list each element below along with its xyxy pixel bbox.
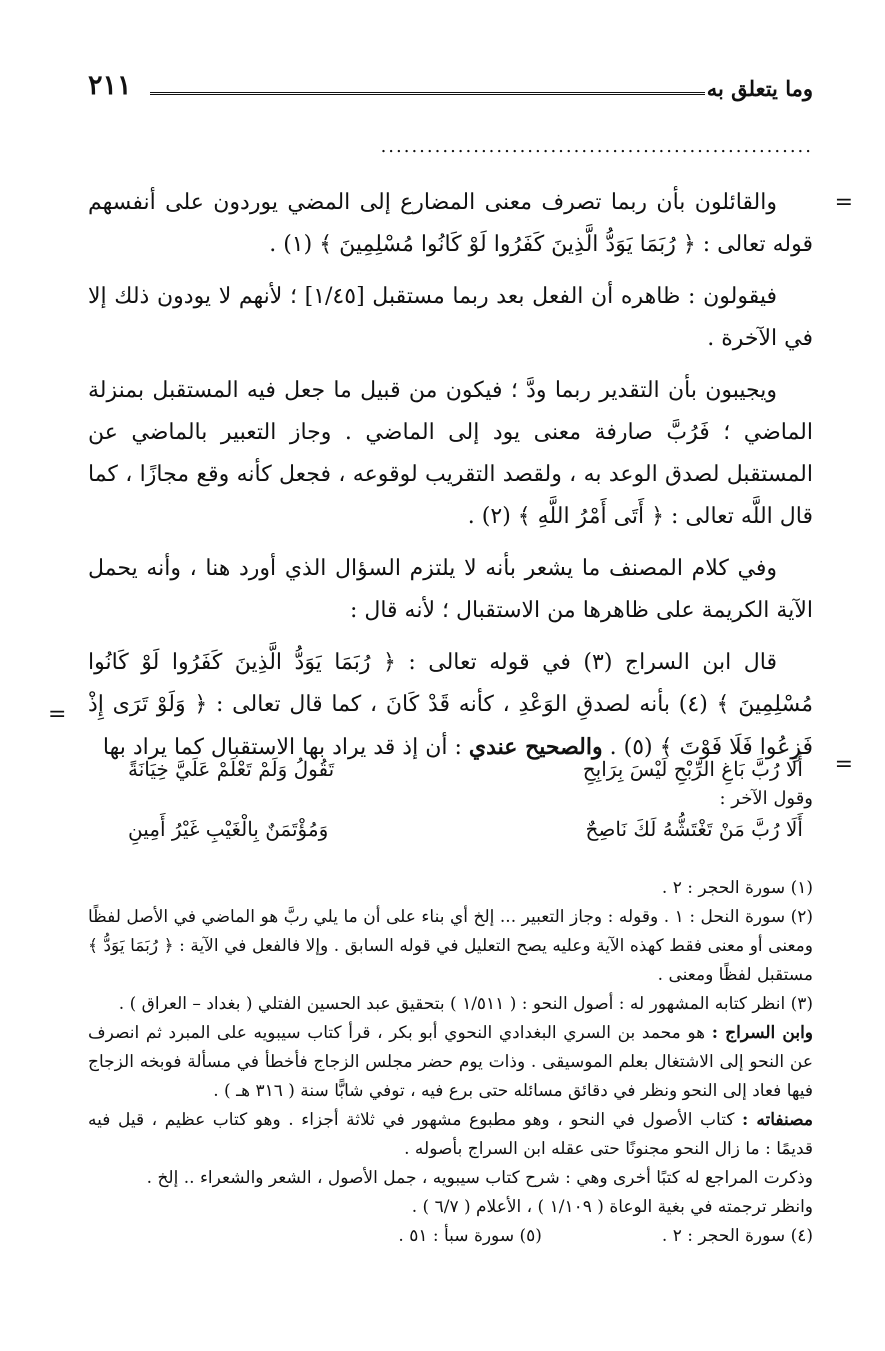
footnote-2: (٢) سورة النحل : ١ . وقوله : وجاز التعبير ... إلخ أي بناء على أن ما يلي ربَّ هو الماضي في الأصل لفظًا ومعنى أو معنى فقط كهذه الآية وعليه يصح التعليل في قوله السابق . وإلا فالفعل في الآية : ﴿ رُبَمَا يَوَدُّ ﴾ مستقبل لفظًا ومعنى . <box>88 907 814 985</box>
poetry-label: وقول الآخر : <box>719 788 813 809</box>
paragraph-3: ويجيبون بأن التقدير ربما ودَّ ؛ فيكون من قبيل ما جعل فيه المستقبل بمنزلة الماضي ؛ فَرُبَّ صارفة معنى يود إلى الماضي . وجاز التعبير بالماضي عن المستقبل لصدق الوعد به ، ولقصد التقريب لوقوعه ، فجعل كأنه وقع مجازًا ، كما قال اللَّه تعالى : ﴿ أَتَى أَمْرُ اللَّهِ ﴾ (٢) . <box>88 378 813 529</box>
footnote-row-4-5 <box>88 1222 813 1251</box>
continuation-mark-bottom: = <box>48 702 67 727</box>
paragraph-5-part-a: قال ابن السراج (٣) في قوله تعالى : ﴿ رُبَمَا يَوَدُّ الَّذِينَ كَفَرُوا لَوْ كَانُوا مُسْلِمِينَ ﴾ (٤) بأنه لصدقِ الوَعْدِ ، كأنه قَدْ كَانَ ، كما قال تعالى : ﴿ وَلَوْ تَرَى إِذْ فَزِعُوا فَلَا فَوْتَ ﴾ (٥) . <box>88 650 813 760</box>
paragraph-2: فيقولون : ظاهره أن الفعل بعد ربما مستقبل [١/٤٥] ؛ لأنهم لا يودون ذلك إلا في الآخرة . <box>88 284 813 351</box>
verse-1-hemistich-b: تَقُولُ وَلَمْ تَعْلَمْ عَلَيَّ خِيَانَةً <box>128 757 335 781</box>
paragraph-1: والقائلون بأن ربما تصرف معنى المضارع إلى المضي يوردون على أنفسهم قوله تعالى : ﴿ رُبَمَا يَوَدُّ الَّذِينَ كَفَرُوا لَوْ كَانُوا مُسْلِمِينَ ﴾ (١) . <box>88 190 813 257</box>
running-title: وما يتعلق به <box>706 76 813 101</box>
footnote-poetry <box>88 752 853 846</box>
footnote-5: (٥) سورة سبأ : ٥١ . <box>398 1226 542 1246</box>
verse-2 <box>88 812 813 846</box>
footnote-3-refs: وذكرت المراجع له كتبًا أخرى وهي : شرح كتاب سيبويه ، جمل الأصول ، الشعر والشعراء .. إلخ . <box>146 1168 813 1188</box>
dotted-separator: ........................................................ <box>380 140 813 154</box>
paragraph-5-bold: والصحيح عندي <box>468 734 603 760</box>
footnote-3-bold-name: وابن السراج : <box>711 1023 814 1043</box>
verse-1 <box>88 752 813 786</box>
footnote-3-works <box>88 1106 813 1164</box>
footnote-3-bio-ref: وانظر ترجمته في بغية الوعاة ( ١/١٠٩ ) ، الأعلام ( ٦/٧ ) . <box>411 1197 813 1217</box>
verse-1-hemistich-a: أَلَا رُبَّ بَاغِ الرِّبْحِ لَيْسَ بِرَابِحِ <box>582 757 803 781</box>
header-rule <box>150 92 705 98</box>
footnote-1: (١) سورة الحجر : ٢ . <box>661 878 813 898</box>
footnote-3-bold-works: مصنفاته : <box>742 1110 813 1130</box>
footnotes <box>88 874 813 1251</box>
page-number: ٢١١ <box>88 70 132 101</box>
verse-2-hemistich-a: أَلَا رُبَّ مَنْ تَغْتَشُّهُ لَكَ نَاصِحٌ <box>585 817 803 841</box>
paragraph-4: وفي كلام المصنف ما يشعر بأنه لا يلتزم السؤال الذي أورد هنا ، وأنه يحمل الآية الكريمة على ظاهرها من الاستقبال ؛ لأنه قال : <box>88 556 813 623</box>
verse-2-hemistich-b: وَمُؤْتَمَنٌ بِالْغَيْبِ غَيْرُ أَمِينِ <box>128 817 329 841</box>
main-text <box>48 182 853 779</box>
footnote-3-works-text: كتاب الأصول في النحو ، وهو مطبوع مشهور في ثلاثة أجزاء . وهو كتاب عظيم ، قيل فيه قديمًا : ما زال النحو مجنونًا حتى عقله ابن السراج بأصوله . <box>88 1110 813 1159</box>
book-page <box>48 62 853 1322</box>
paragraph-5-part-b: : أن إذ قد يراد بها الاستقبال كما يراد بها <box>102 735 462 760</box>
continuation-mark-top: = <box>834 190 853 215</box>
page-header <box>88 70 813 110</box>
paragraph-5 <box>88 642 813 769</box>
footnote-3-bio-text: هو محمد بن السري البغدادي النحوي أبو بكر ، قرأ كتاب سيبويه على المبرد ثم انصرف عن النحو إلى الاشتغال بعلم الموسيقى . وذات يوم حضر مجلس الزجاج فأخطأ في مسألة فوبخه الزجاج فيها فعاد إلى النحو ونظر في دقائق مسائله حتى برع فيه ، توفي شابًّا سنة ( ٣١٦ هـ ) . <box>88 1023 813 1101</box>
footnote-3-bio <box>88 1019 813 1106</box>
footnote-4: (٤) سورة الحجر : ٢ . <box>661 1226 813 1246</box>
continuation-mark-poetry: = <box>834 752 853 777</box>
footnote-3: (٣) انظر كتابه المشهور له : أصول النحو : ( ١/٥١١ ) بتحقيق عبد الحسين الفتلي ( بغداد – العراق ) . <box>118 994 813 1014</box>
